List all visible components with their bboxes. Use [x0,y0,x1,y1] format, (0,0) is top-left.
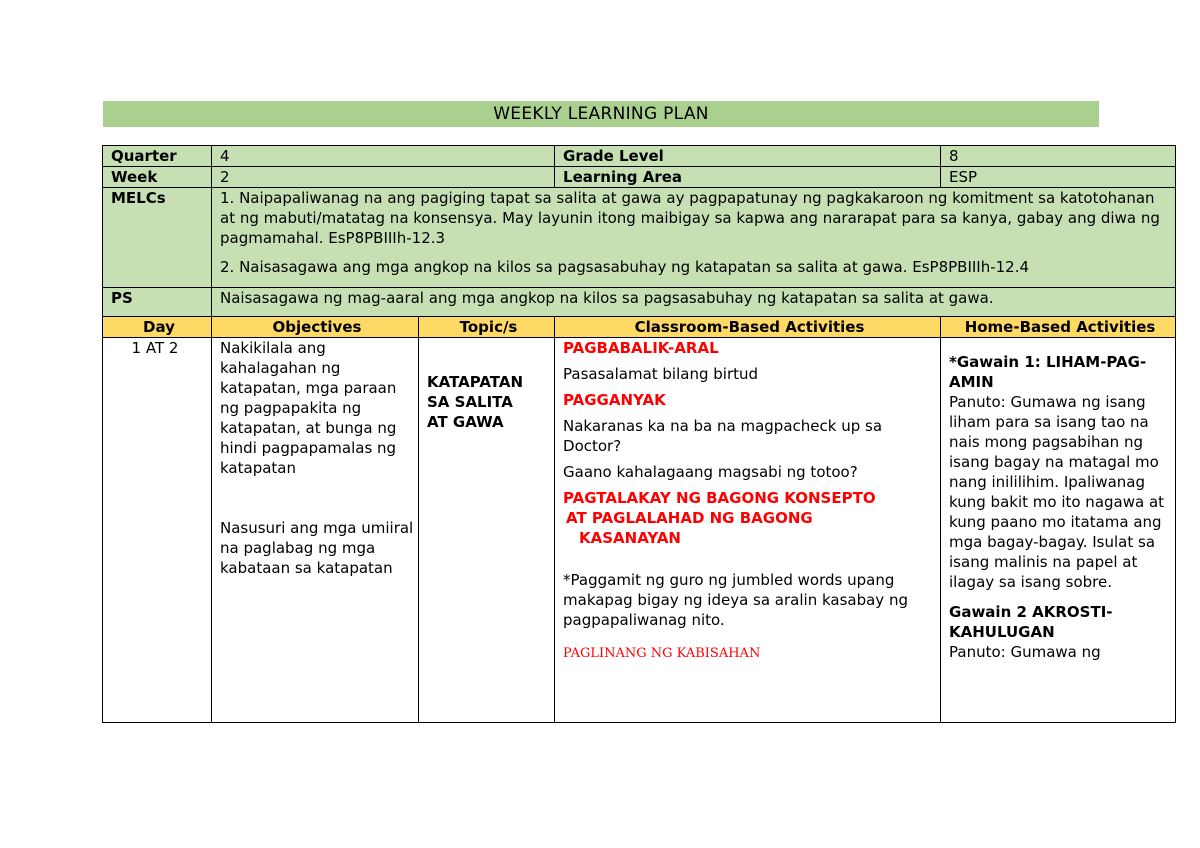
objective-1: Nakikilala ang kahalagahan ng katapatan, mga paraan ng pagpapakita ng katapatan, at bunga ng hindi pagpapamalas ng katapatan [220,339,397,477]
pagtalakay-heading-line3: KASANAYAN [579,529,681,547]
ps-label: PS [103,288,212,317]
home-activities-cell [941,338,1176,723]
pagtalakay-heading-line2: AT PAGLALAHAD NG BAGONG [566,509,813,527]
grade-level-label: Grade Level [555,146,941,167]
week-value: 2 [212,167,555,188]
magsabi-question: Gaano kahalagaang magsabi ng totoo? [563,463,858,481]
melcs-content [212,188,1176,288]
classroom-activities-cell [555,338,941,723]
melcs-row [103,188,1176,288]
quarter-row [103,146,1176,167]
gawain-2-title: Gawain 2 AKROSTI-KAHULUGAN [949,603,1113,641]
pasasalamat-text: Pasasalamat bilang birtud [563,365,759,383]
header-home: Home-Based Activities [941,317,1176,338]
pagbabalik-aral-heading: PAGBABALIK-ARAL [563,339,719,357]
header-day: Day [103,317,212,338]
quarter-value: 4 [212,146,555,167]
grade-level-text: 8 [949,147,959,165]
page-title: WEEKLY LEARNING PLAN [103,101,1099,127]
objectives-cell [212,338,419,723]
topic-text: KATAPATAN SA SALITA AT GAWA [427,373,524,431]
learning-area-value: ESP [941,167,1176,188]
table-row [103,338,1176,723]
header-objectives: Objectives [212,317,419,338]
gawain-1-text: Panuto: Gumawa ng isang liham para sa isang tao na nais mong pagsabihan ng isang bagay na matagal mo nang inililihim. Ipaliwanag kung bakit mo ito nagawa at kung paano mo itatama ang mga bagay-bagay. Isulat sa isang malinis na papel at ilagay sa isang sobre. [949,393,1165,591]
topic-cell [419,338,555,723]
melcs-label: MELCs [103,188,212,288]
gawain-1-title: *Gawain 1: LIHAM-PAG-AMIN [949,353,1147,391]
grade-level-value [941,146,1176,167]
header-classroom: Classroom-Based Activities [555,317,941,338]
day-cell: 1 AT 2 [103,338,212,723]
melc-item-2: 2. Naisasagawa ang mga angkop na kilos sa pagsasabuhay ng katapatan sa salita at gawa. EsP8PBIIIh-12.4 [220,258,1030,276]
pagtalakay-heading-line1: PAGTALAKAY NG BAGONG KONSEPTO [563,489,876,507]
gawain-2-text: Panuto: Gumawa ng [949,643,1101,661]
ps-row [103,288,1176,317]
objective-2: Nasusuri ang mga umiiral na paglabag ng mga kabataan sa katapatan [220,519,414,577]
ps-text: Naisasagawa ng mag-aaral ang mga angkop na kilos sa pagsasabuhay ng katapatan sa salita at gawa. [212,288,1176,317]
week-label: Week [103,167,212,188]
column-header-row [103,317,1176,338]
learning-area-label: Learning Area [555,167,941,188]
paglinang-heading: PAGLINANG NG KABISAHAN [563,646,761,661]
week-row [103,167,1176,188]
header-topics: Topic/s [419,317,555,338]
jumbled-words-text: *Paggamit ng guro ng jumbled words upang makapag bigay ng ideya sa aralin kasabay ng pagpapaliwanag nito. [563,571,908,629]
quarter-label: Quarter [103,146,212,167]
check-up-question: Nakaranas ka na ba na magpacheck up sa Doctor? [563,417,883,455]
pagganyak-heading: PAGGANYAK [563,391,666,409]
learning-plan-table [102,145,1176,723]
melc-item-1: 1. Naipapaliwanag na ang pagiging tapat sa salita at gawa ay pagpapatunay ng pagkakaroon ng komitment sa katotohanan at ng mabuti/matatag na konsensya. May layunin itong maibigay sa kapwa ang nararapat para sa kanya, gabay ang diwa ng pagmamahal. EsP8PBIIIh-12.3 [220,189,1160,247]
